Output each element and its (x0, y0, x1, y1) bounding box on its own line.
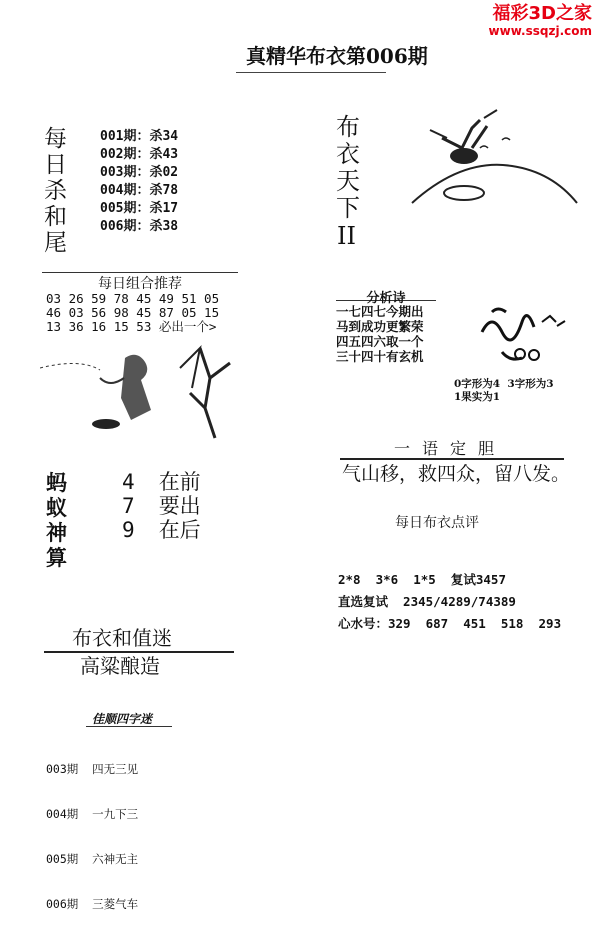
poem-line: 马到成功更繁荣 (336, 319, 424, 334)
ant-calc-rows (122, 470, 201, 542)
kill-tail-row: 004期：杀78 (100, 183, 179, 198)
four-riddle-row: 003期 四无三见 (46, 762, 139, 776)
watermark-url: www.ssqzj.com (488, 24, 592, 38)
comment-line1: 2*8 3*6 1*5 复试3457 (338, 572, 506, 587)
four-riddle-list (46, 732, 138, 927)
title-underline (236, 72, 386, 73)
poem-note1: 0字形为4 3字形为3 (454, 378, 554, 390)
four-riddle-row: 004期 一九下三 (46, 807, 139, 821)
ant-calc-row (122, 470, 201, 494)
phrase-rule (340, 458, 564, 460)
watermark-title: 福彩3D之家 (492, 3, 592, 24)
kill-tail-row: 002期：杀43 (100, 147, 179, 162)
ant-calc-num: 9 (122, 518, 135, 542)
combo-heading: 每日组合推荐 (98, 276, 182, 292)
four-riddle-rule (86, 726, 172, 727)
comment-line3: 心水号：329 687 451 518 293 (338, 616, 562, 631)
poem-line: 四五四六取一个 (336, 334, 424, 349)
ant-calc-text: 在后 (158, 518, 201, 542)
kill-tail-row: 001期：杀34 (100, 129, 179, 144)
landscape-illustration (402, 108, 582, 208)
phrase-text: 气山移，救四众，留八发。 (342, 463, 571, 485)
combo-row: 03 26 59 78 45 49 51 05 (46, 291, 220, 306)
kill-tail-row: 005期：杀17 (100, 201, 179, 216)
buyi-numeral: II (337, 222, 356, 250)
riddle-line1: 布衣和值迷 (72, 626, 172, 650)
figure-illustration (40, 338, 240, 448)
ant-calc-label: 蚂蚁神算 (46, 470, 67, 570)
ant-calc-text: 在前 (158, 470, 201, 494)
poem-line: 一七四七今期出 (336, 304, 424, 319)
comment-line2: 直选复试 2345/4289/74389 (338, 594, 516, 609)
kill-tail-list (100, 128, 178, 236)
kill-tail-label: 每日杀和尾 (44, 126, 67, 256)
comment-heading: 每日布衣点评 (395, 515, 479, 531)
kill-tail-row: 003期：杀02 (100, 165, 179, 180)
ant-calc-text: 要出 (158, 494, 201, 518)
phrase-heading: 一语定胆 (393, 439, 506, 458)
buyi-title: 布衣天下 (336, 113, 360, 222)
riddle-rule (44, 651, 234, 653)
four-riddle-heading: 佳顺四字迷 (92, 712, 153, 726)
combo-row: 13 36 16 15 53 必出一个> (46, 319, 217, 334)
site-watermark (489, 4, 592, 38)
poem-note2: 1果实为1 (454, 391, 501, 403)
combo-row: 46 03 56 98 45 87 05 15 (46, 305, 220, 320)
ant-calc-row (122, 494, 201, 518)
four-riddle-row: 006期 三菱气车 (46, 897, 139, 911)
riddle-line2: 高粱酿造 (80, 654, 160, 678)
ant-calc-row (122, 518, 201, 542)
poem-lines (336, 304, 424, 364)
kill-tail-row: 006期：杀38 (100, 219, 179, 234)
four-riddle-row: 005期 六神无主 (46, 852, 139, 866)
page-title: 真精华布衣第006期 (246, 44, 428, 68)
poem-heading: 分析诗 (366, 291, 406, 306)
ant-calc-num: 4 (122, 470, 135, 494)
poem-illustration (462, 292, 572, 372)
poem-line: 三十四十有玄机 (336, 349, 424, 364)
ant-calc-num: 7 (122, 494, 135, 518)
